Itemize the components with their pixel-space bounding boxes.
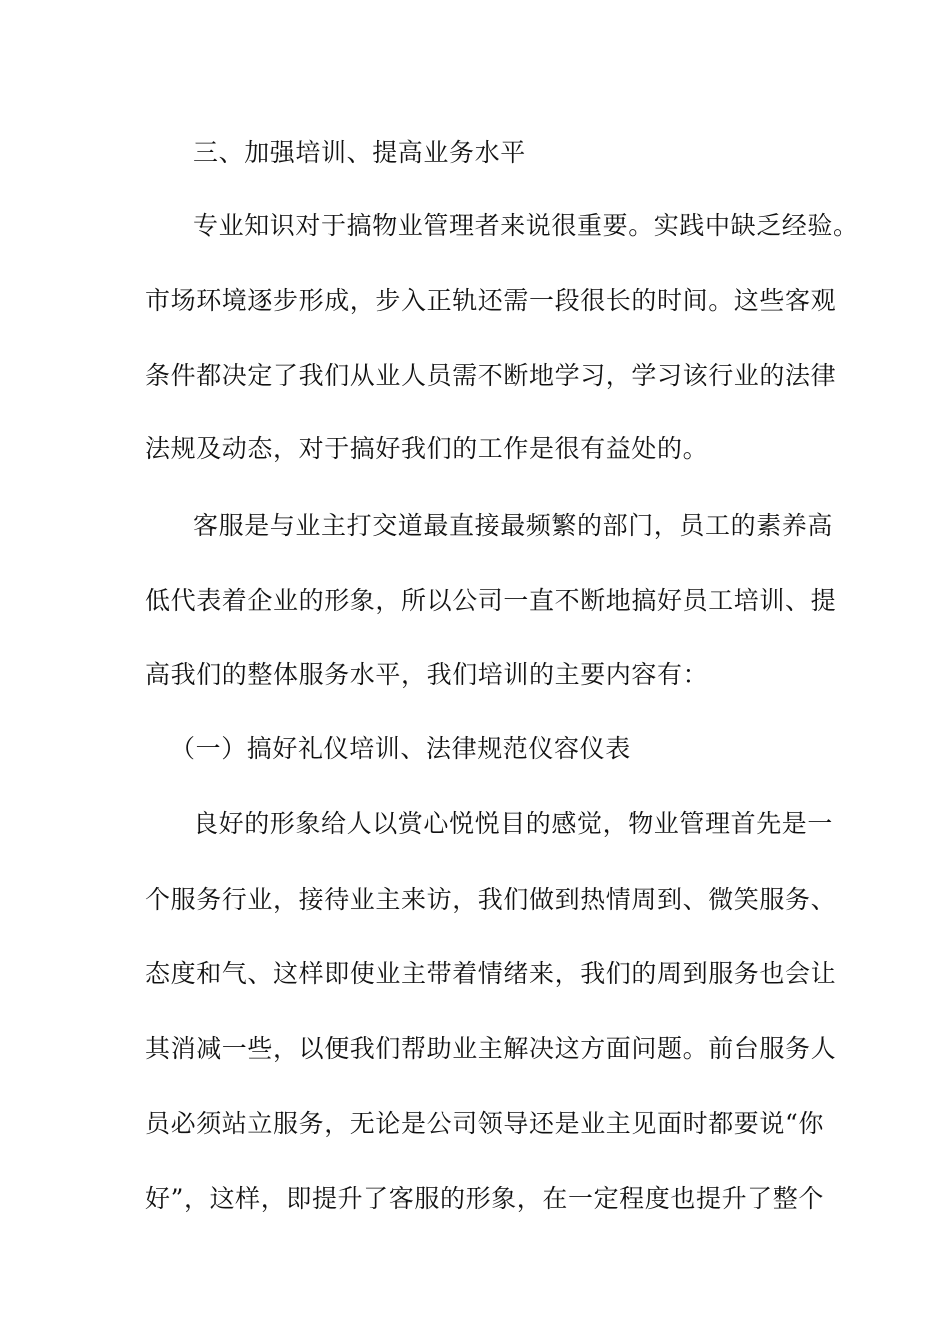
section-heading: 三、加强培训、提高业务水平 <box>193 138 526 167</box>
paragraph-3-line-3: 态度和气、这样即使业主带着情绪来，我们的周到服务也会让 <box>145 959 837 988</box>
paragraph-3-line-5: 员必须站立服务，无论是公司领导还是业主见面时都要说“你 <box>145 1109 824 1138</box>
paragraph-3-line-4: 其消减一些，以便我们帮助业主解决这方面问题。前台服务人 <box>145 1034 837 1063</box>
paragraph-1-line-2: 市场环境逐步形成，步入正轨还需一段很长的时间。这些客观 <box>145 286 837 315</box>
paragraph-2-line-1: 客服是与业主打交道最直接最频繁的部门，员工的素养高 <box>193 511 834 540</box>
paragraph-1-line-1: 专业知识对于搞物业管理者来说很重要。实践中缺乏经验。 <box>193 211 859 240</box>
paragraph-3-line-1: 良好的形象给人以赏心悦悦目的感觉，物业管理首先是一 <box>193 809 834 838</box>
paragraph-1-line-4: 法规及动态，对于搞好我们的工作是很有益处的。 <box>145 434 709 463</box>
paragraph-3-line-2: 个服务行业，接待业主来访，我们做到热情周到、微笑服务、 <box>145 885 837 914</box>
subheading: （一）搞好礼仪培训、法律规范仪容仪表 <box>170 734 631 763</box>
paragraph-3-line-6: 好”，这样，即提升了客服的形象，在一定程度也提升了整个 <box>145 1184 824 1213</box>
paragraph-2-line-2: 低代表着企业的形象，所以公司一直不断地搞好员工培训、提 <box>145 586 837 615</box>
paragraph-2-line-3: 高我们的整体服务水平，我们培训的主要内容有： <box>145 660 709 689</box>
paragraph-1-line-3: 条件都决定了我们从业人员需不断地学习，学习该行业的法律 <box>145 361 837 390</box>
